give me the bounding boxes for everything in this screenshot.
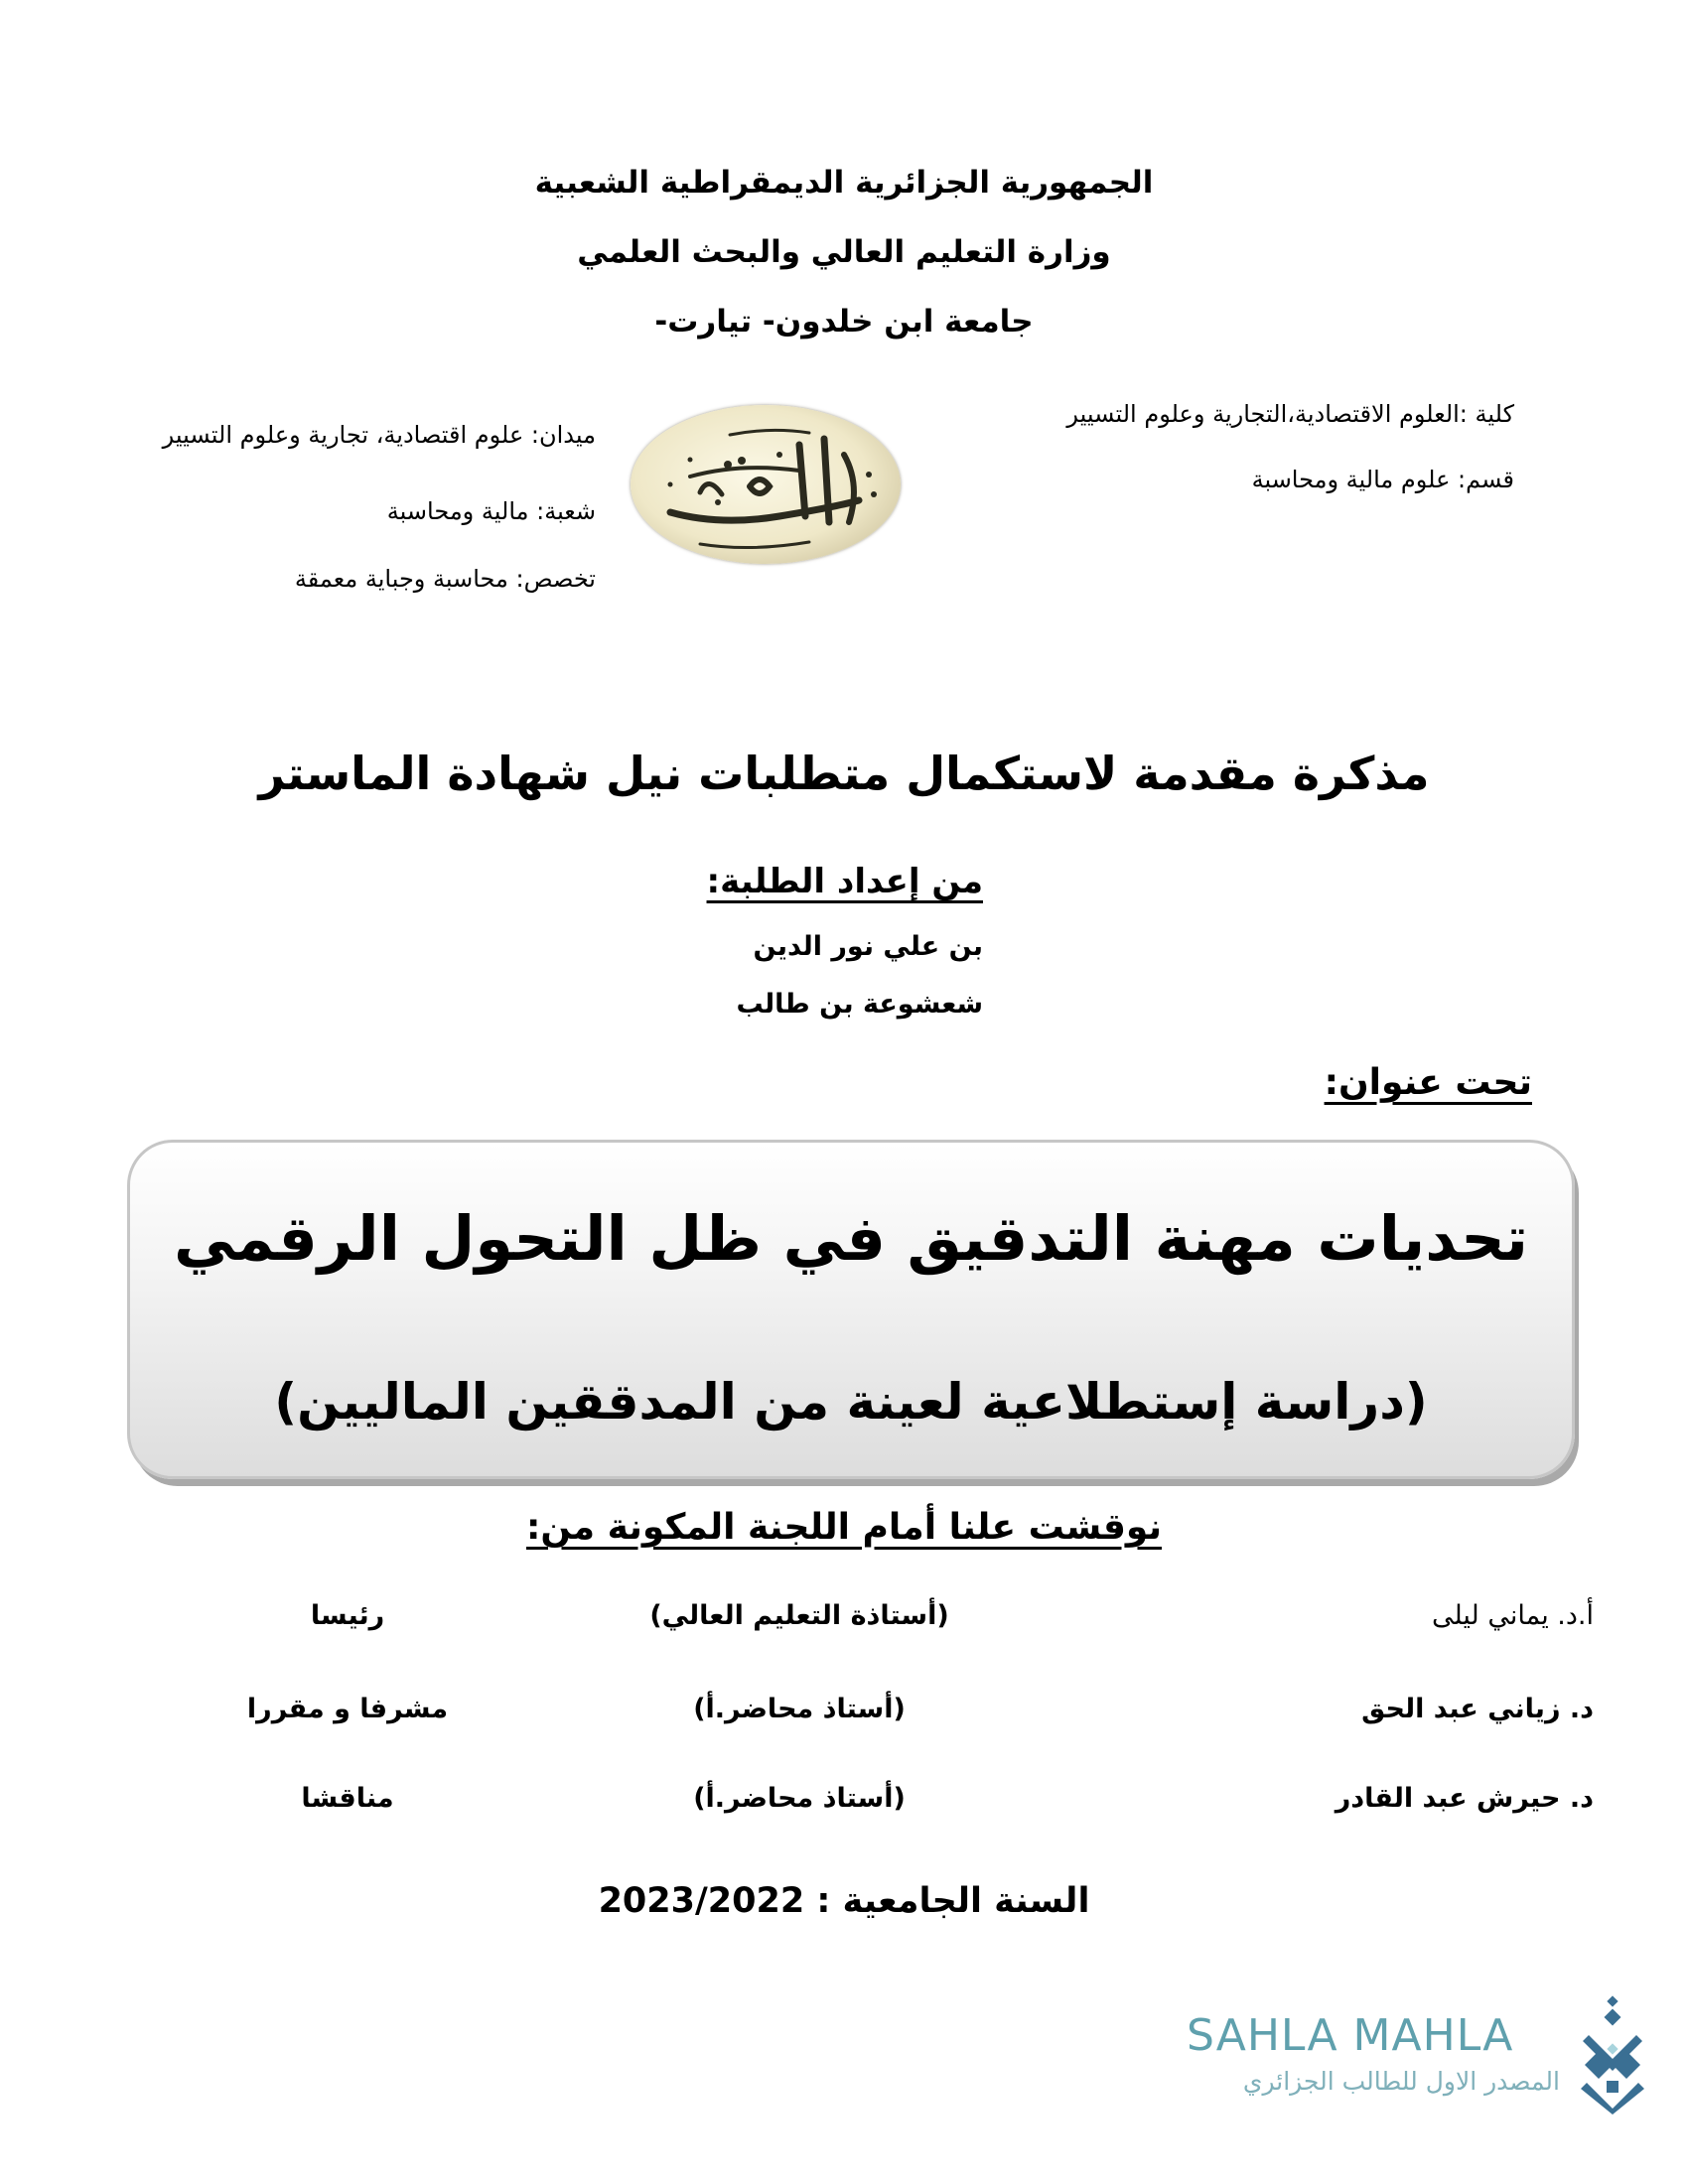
memo-title: مذكرة مقدمة لاستكمال متطلبات نيل شهادة الماستر [258, 747, 1430, 800]
faculty-block [1066, 397, 1514, 528]
member-name: د. حيرش عبد القادر [1335, 1783, 1594, 1814]
department-label: قسم: علوم مالية ومحاسبة [1251, 466, 1514, 493]
field-label: ميدان: علوم اقتصادية، تجارية وعلوم التسيير [162, 421, 596, 449]
prepared-by-label: من إعداد الطلبة: [706, 862, 983, 901]
university-name: جامعة ابن خلدون- تيارت- [654, 304, 1034, 340]
university-seal-icon [631, 405, 901, 564]
thesis-title-box [127, 1140, 1575, 1479]
academic-year: السنة الجامعية : 2023/2022 [598, 1881, 1090, 1921]
member-role: مشرفا و مقررا [246, 1694, 449, 1724]
specialty-label: تخصص: محاسبة وجباية معمقة [294, 565, 596, 593]
faculty-label: كلية :العلوم الاقتصادية،التجارية وعلوم التسيير [1066, 400, 1514, 428]
member-name: أ.د. يماني ليلى [1431, 1600, 1594, 1631]
ministry-name: وزارة التعليم العالي والبحث العلمي [577, 234, 1111, 270]
committee-row [0, 1783, 1688, 1823]
member-name: د. زياني عبد الحق [1361, 1694, 1594, 1724]
under-title-label: تحت عنوان: [1324, 1062, 1532, 1103]
thesis-subtitle: (دراسة إستطلاعية لعينة من المدققين الماليين) [274, 1373, 1428, 1431]
member-rank: (أستاذ محاضر.أ) [693, 1694, 906, 1724]
student-name-2: شعشوعة بن طالب [736, 989, 983, 1020]
committee-row [0, 1694, 1688, 1733]
sahla-mahla-watermark [1187, 1995, 1643, 2115]
committee-row [0, 1600, 1688, 1640]
member-rank: (أستاذ محاضر.أ) [693, 1783, 906, 1814]
member-role: مناقشا [301, 1783, 394, 1814]
committee-heading: نوقشت علنا أمام اللجنة المكونة من: [525, 1507, 1163, 1548]
brand-name: SAHLA MAHLA [1187, 2010, 1514, 2061]
brand-tagline: المصدر الاول للطالب الجزائري [1242, 2067, 1560, 2096]
republic-name: الجمهورية الجزائرية الديمقراطية الشعبية [534, 165, 1154, 201]
field-block [149, 409, 596, 629]
branch-label: شعبة: مالية ومحاسبة [386, 497, 596, 525]
thesis-title: تحديات مهنة التدقيق في ظل التحول الرقمي [173, 1202, 1529, 1275]
member-rank: (أستاذة التعليم العالي) [649, 1600, 949, 1631]
student-name-1: بن علي نور الدين [753, 931, 983, 962]
sahla-mahla-logo-icon [1579, 1995, 1648, 2115]
member-role: رئيسا [310, 1600, 385, 1631]
